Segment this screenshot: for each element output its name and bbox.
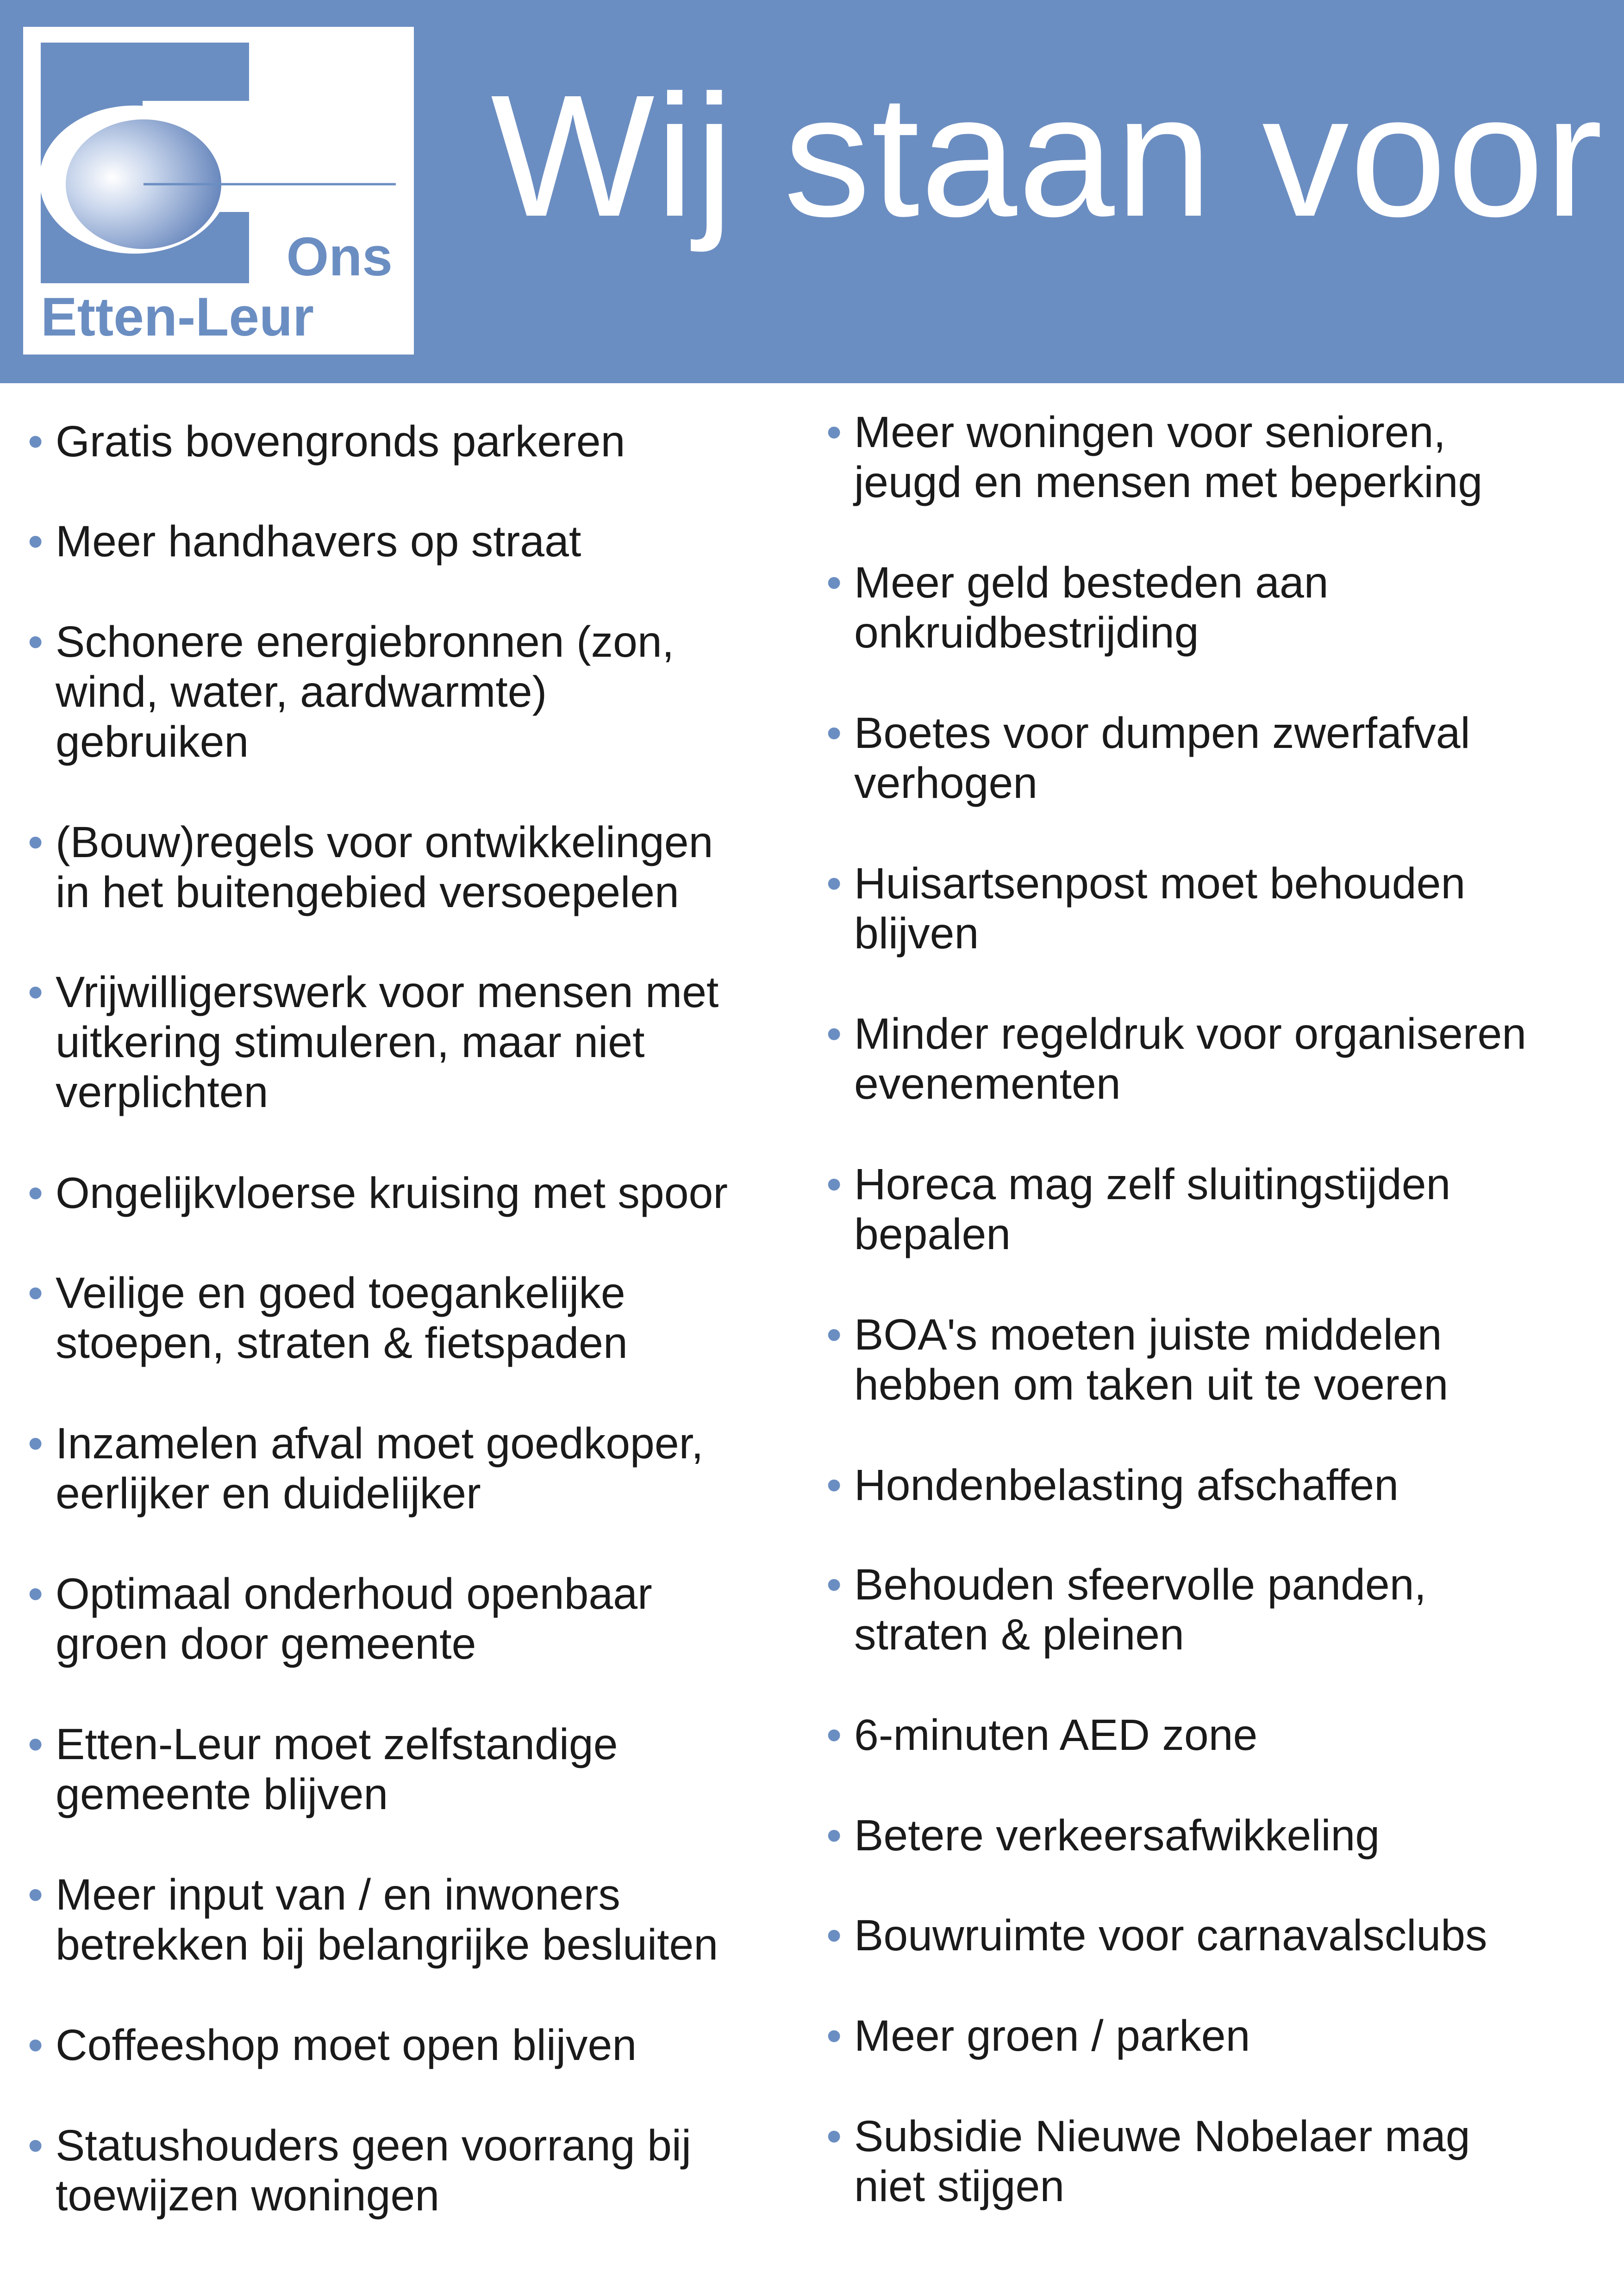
list-item bbox=[28, 1268, 810, 1368]
list-item bbox=[826, 1710, 1613, 1760]
list-item bbox=[826, 407, 1613, 507]
list-item-text: Subsidie Nieuwe Nobelaer mag niet stijgen bbox=[854, 2112, 1470, 2211]
list-item-text: Hondenbelasting afschaffen bbox=[854, 1461, 1399, 1510]
bullet-icon: • bbox=[826, 1811, 842, 1860]
ons-etten-leur-logo bbox=[23, 27, 414, 355]
list-item bbox=[28, 1168, 810, 1218]
list-item-text: Meer woningen voor senioren, jeugd en mensen met beperking bbox=[854, 408, 1483, 507]
list-item-text: Horeca mag zelf sluitingstijden bepalen bbox=[854, 1160, 1451, 1259]
bullet-icon: • bbox=[826, 1160, 842, 1209]
list-item bbox=[28, 1870, 810, 1970]
bullet-icon: • bbox=[28, 617, 44, 666]
list-item bbox=[826, 1910, 1613, 1960]
list-item bbox=[28, 2020, 810, 2070]
list-item-text: Bouwruimte voor carnavalsclubs bbox=[854, 1911, 1487, 1960]
list-item-text: Inzamelen afval moet goedkoper, eerlijker en duidelijker bbox=[56, 1419, 704, 1518]
bullet-icon: • bbox=[28, 517, 44, 566]
list-item-text: Meer handhavers op straat bbox=[56, 517, 581, 566]
list-item-text: BOA's moeten juiste middelen hebben om taken uit te voeren bbox=[854, 1310, 1449, 1409]
list-item-text: (Bouw)regels voor ontwikkelingen in het buitengebied versoepelen bbox=[56, 818, 713, 917]
list-item bbox=[826, 1009, 1613, 1109]
list-item-text: Gratis bovengronds parkeren bbox=[56, 417, 625, 466]
bullet-icon: • bbox=[826, 1911, 842, 1960]
list-item-text: Boetes voor dumpen zwerfafval verhogen bbox=[854, 709, 1470, 808]
page-title: Wij staan voor bbox=[491, 59, 1604, 253]
bullet-icon: • bbox=[28, 2021, 44, 2070]
list-item-text: Vrijwilligerswerk voor mensen met uitkering stimuleren, maar niet verplichten bbox=[56, 968, 719, 1117]
bullet-icon: • bbox=[826, 1310, 842, 1359]
list-item-text: Meer groen / parken bbox=[854, 2011, 1250, 2060]
list-item bbox=[826, 1460, 1613, 1510]
list-item bbox=[826, 2011, 1613, 2061]
list-item-text: Optimaal onderhoud openbaar groen door gemeente bbox=[56, 1569, 652, 1668]
list-item-text: Ongelijkvloerse kruising met spoor bbox=[56, 1169, 728, 1218]
list-item bbox=[826, 708, 1613, 808]
bullet-icon: • bbox=[28, 968, 44, 1017]
list-item-text: Meer input van / en inwoners betrekken bij belangrijke besluiten bbox=[56, 1870, 718, 1969]
list-item-text: 6-minuten AED zone bbox=[854, 1711, 1258, 1760]
bullet-icon: • bbox=[826, 709, 842, 758]
list-item bbox=[28, 1419, 810, 1518]
bullet-icon: • bbox=[826, 1009, 842, 1058]
list-item-text: Etten-Leur moet zelfstandige gemeente blijven bbox=[56, 1720, 618, 1819]
list-item-text: Meer geld besteden aan onkruidbestrijding bbox=[854, 558, 1329, 657]
bullet-icon: • bbox=[28, 1870, 44, 1919]
logo-text-etten-leur: Etten-Leur bbox=[41, 286, 314, 348]
list-item bbox=[28, 2121, 810, 2221]
list-item bbox=[826, 1811, 1613, 1860]
list-item bbox=[826, 1560, 1613, 1660]
header-banner bbox=[0, 0, 1624, 383]
list-item-text: Statushouders geen voorrang bij toewijzen woningen bbox=[56, 2121, 692, 2220]
list-item bbox=[28, 1719, 810, 1819]
bullet-icon: • bbox=[28, 1569, 44, 1618]
bullet-icon: • bbox=[826, 408, 842, 457]
list-item bbox=[28, 967, 810, 1117]
list-item bbox=[28, 1569, 810, 1669]
bullet-icon: • bbox=[826, 1461, 842, 1510]
bullet-icon: • bbox=[28, 1269, 44, 1318]
list-item bbox=[826, 1310, 1613, 1410]
list-item-text: Minder regeldruk voor organiseren evenementen bbox=[854, 1009, 1527, 1108]
bullet-icon: • bbox=[28, 2121, 44, 2170]
list-item-text: Huisartsenpost moet behouden blijven bbox=[854, 859, 1466, 958]
list-item-text: Schonere energiebronnen (zon, wind, water, aardwarmte) gebruiken bbox=[56, 617, 675, 766]
logo-text-ons: Ons bbox=[286, 226, 393, 287]
bullet-icon: • bbox=[826, 1711, 842, 1760]
bullet-icon: • bbox=[826, 2112, 842, 2161]
list-item-text: Betere verkeersafwikkeling bbox=[854, 1811, 1380, 1860]
list-item bbox=[28, 617, 810, 767]
bullet-icon: • bbox=[826, 558, 842, 607]
bullet-icon: • bbox=[826, 859, 842, 908]
list-item bbox=[28, 417, 810, 467]
bullet-icon: • bbox=[28, 1419, 44, 1468]
list-item bbox=[826, 1159, 1613, 1259]
list-item-text: Coffeeshop moet open blijven bbox=[56, 2021, 637, 2070]
list-item-text: Veilige en goed toegankelijke stoepen, straten & fietspaden bbox=[56, 1269, 628, 1368]
bullet-icon: • bbox=[28, 1720, 44, 1769]
list-item bbox=[826, 558, 1613, 658]
list-item bbox=[826, 2111, 1613, 2211]
bullet-icon: • bbox=[28, 1169, 44, 1218]
list-item-text: Behouden sfeervolle panden, straten & pleinen bbox=[854, 1560, 1426, 1659]
bullet-icon: • bbox=[28, 818, 44, 867]
list-item bbox=[28, 516, 810, 566]
bullet-icon: • bbox=[28, 417, 44, 466]
list-item bbox=[28, 817, 810, 917]
list-item bbox=[826, 859, 1613, 958]
bullet-icon: • bbox=[826, 1560, 842, 1609]
bullet-icon: • bbox=[826, 2011, 842, 2060]
